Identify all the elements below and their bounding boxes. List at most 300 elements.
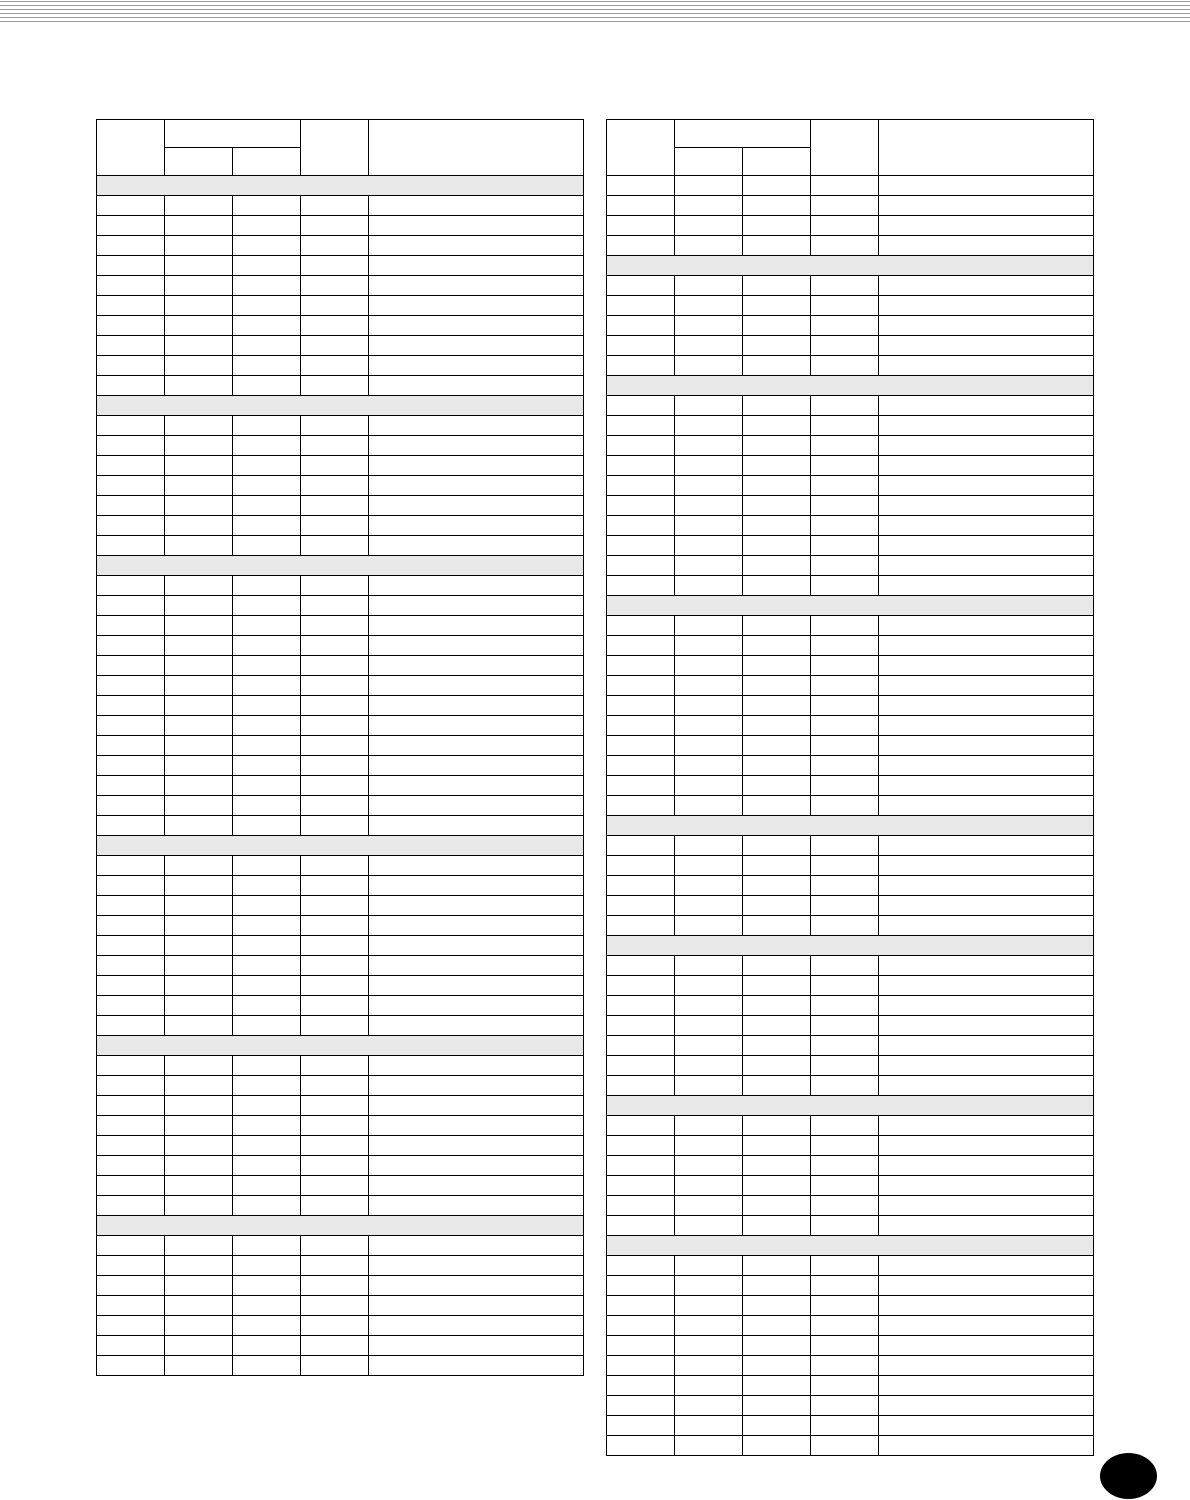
table-cell bbox=[811, 616, 879, 636]
table-cell bbox=[607, 276, 675, 296]
table-cell bbox=[97, 616, 165, 636]
table-cell bbox=[675, 976, 743, 996]
table-row bbox=[607, 1176, 1094, 1196]
table-cell bbox=[811, 536, 879, 556]
table-cell bbox=[811, 976, 879, 996]
table-cell bbox=[97, 516, 165, 536]
table-cell bbox=[301, 1156, 369, 1176]
table-cell bbox=[97, 1296, 165, 1316]
table-row bbox=[607, 1216, 1094, 1236]
header-cell bbox=[301, 120, 369, 176]
table-row bbox=[97, 796, 584, 816]
table-cell bbox=[97, 356, 165, 376]
table-cell bbox=[233, 1016, 301, 1036]
table-cell bbox=[165, 596, 233, 616]
table-cell bbox=[675, 876, 743, 896]
table-cell bbox=[369, 1176, 584, 1196]
table-cell bbox=[879, 316, 1094, 336]
table-cell bbox=[301, 296, 369, 316]
table-cell bbox=[879, 1296, 1094, 1316]
table-cell bbox=[879, 956, 1094, 976]
table-cell bbox=[811, 756, 879, 776]
table-row bbox=[97, 376, 584, 396]
table-row bbox=[97, 596, 584, 616]
table-cell bbox=[879, 656, 1094, 676]
table-cell bbox=[369, 196, 584, 216]
table-row bbox=[97, 496, 584, 516]
table-cell bbox=[165, 456, 233, 476]
table-cell bbox=[165, 856, 233, 876]
table-cell bbox=[165, 1116, 233, 1136]
table-row bbox=[607, 1196, 1094, 1216]
table-cell bbox=[301, 536, 369, 556]
table-cell bbox=[301, 1276, 369, 1296]
table-cell bbox=[233, 916, 301, 936]
table-cell bbox=[165, 776, 233, 796]
table-cell bbox=[811, 1056, 879, 1076]
table-row bbox=[97, 1236, 584, 1256]
table-cell bbox=[811, 456, 879, 476]
data-table-right bbox=[606, 119, 1094, 1456]
table-cell bbox=[675, 1296, 743, 1316]
table-cell bbox=[165, 476, 233, 496]
table-cell bbox=[233, 316, 301, 336]
table-cell bbox=[165, 1136, 233, 1156]
table-cell bbox=[743, 836, 811, 856]
table-cell bbox=[301, 656, 369, 676]
table-cell bbox=[301, 896, 369, 916]
table-cell bbox=[743, 1276, 811, 1296]
table-cell bbox=[165, 956, 233, 976]
table-cell bbox=[607, 696, 675, 716]
table-cell bbox=[165, 1056, 233, 1076]
table-cell bbox=[97, 496, 165, 516]
table-row bbox=[97, 736, 584, 756]
table-cell bbox=[879, 756, 1094, 776]
table-cell bbox=[301, 216, 369, 236]
table-row bbox=[97, 776, 584, 796]
table-cell bbox=[811, 556, 879, 576]
table-cell bbox=[301, 1076, 369, 1096]
table-cell bbox=[165, 256, 233, 276]
table-cell bbox=[879, 896, 1094, 916]
table-cell bbox=[811, 736, 879, 756]
table-row bbox=[97, 576, 584, 596]
table-row bbox=[607, 1156, 1094, 1176]
table-row bbox=[607, 476, 1094, 496]
table-cell bbox=[301, 676, 369, 696]
table-cell bbox=[743, 1436, 811, 1456]
table-cell bbox=[879, 1136, 1094, 1156]
table-cell bbox=[879, 696, 1094, 716]
table-row bbox=[607, 1316, 1094, 1336]
table-cell bbox=[301, 876, 369, 896]
subheader-cell bbox=[165, 148, 233, 176]
table-row bbox=[97, 256, 584, 276]
table-cell bbox=[675, 1176, 743, 1196]
table-cell bbox=[97, 936, 165, 956]
table-cell bbox=[301, 1316, 369, 1336]
table-cell bbox=[301, 696, 369, 716]
table-cell bbox=[233, 1316, 301, 1336]
header-cell bbox=[165, 120, 301, 148]
table-cell bbox=[879, 856, 1094, 876]
table-cell bbox=[607, 1176, 675, 1196]
table-cell bbox=[369, 936, 584, 956]
table-row bbox=[97, 816, 584, 836]
table-cell bbox=[743, 856, 811, 876]
header-cell bbox=[369, 120, 584, 176]
table-cell bbox=[97, 1016, 165, 1036]
table-cell bbox=[675, 756, 743, 776]
table-cell bbox=[369, 996, 584, 1016]
table-cell bbox=[165, 936, 233, 956]
table-cell bbox=[607, 676, 675, 696]
header-rule-line bbox=[0, 21, 1190, 22]
table-cell bbox=[675, 916, 743, 936]
table-cell bbox=[607, 976, 675, 996]
table-cell bbox=[811, 676, 879, 696]
table-cell bbox=[607, 996, 675, 1016]
table-cell bbox=[369, 216, 584, 236]
table-cell bbox=[743, 576, 811, 596]
table-cell bbox=[165, 796, 233, 816]
table-cell bbox=[811, 716, 879, 736]
table-cell bbox=[743, 1336, 811, 1356]
table-row bbox=[607, 636, 1094, 656]
table-row bbox=[97, 516, 584, 536]
table-cell bbox=[369, 436, 584, 456]
table-cell bbox=[301, 736, 369, 756]
table-cell bbox=[743, 456, 811, 476]
category-cell bbox=[97, 556, 584, 576]
table-cell bbox=[369, 1236, 584, 1256]
table-cell bbox=[743, 276, 811, 296]
table-cell bbox=[743, 356, 811, 376]
table-cell bbox=[97, 1136, 165, 1156]
table-cell bbox=[233, 436, 301, 456]
table-cell bbox=[607, 1016, 675, 1036]
table-cell bbox=[301, 516, 369, 536]
table-row bbox=[607, 1396, 1094, 1416]
table-cell bbox=[165, 416, 233, 436]
table-cell bbox=[743, 1356, 811, 1376]
table-cell bbox=[607, 1336, 675, 1356]
table-cell bbox=[743, 1056, 811, 1076]
table-cell bbox=[811, 176, 879, 196]
table-row bbox=[97, 1296, 584, 1316]
table-cell bbox=[165, 236, 233, 256]
table-cell bbox=[165, 336, 233, 356]
table-cell bbox=[743, 216, 811, 236]
table-row bbox=[97, 916, 584, 936]
table-cell bbox=[675, 556, 743, 576]
table-row bbox=[607, 1056, 1094, 1076]
table-cell bbox=[743, 656, 811, 676]
table-cell bbox=[165, 1256, 233, 1276]
table-cell bbox=[165, 1196, 233, 1216]
table-cell bbox=[743, 196, 811, 216]
table-row bbox=[97, 616, 584, 636]
table-cell bbox=[165, 196, 233, 216]
header-rule-line bbox=[0, 1, 1190, 2]
table-cell bbox=[369, 716, 584, 736]
table-cell bbox=[607, 1316, 675, 1336]
table-cell bbox=[369, 296, 584, 316]
table-cell bbox=[675, 776, 743, 796]
table-cell bbox=[811, 516, 879, 536]
table-cell bbox=[97, 776, 165, 796]
table-cell bbox=[97, 1236, 165, 1256]
table-cell bbox=[675, 1156, 743, 1176]
category-cell bbox=[97, 176, 584, 196]
table-cell bbox=[369, 256, 584, 276]
table-cell bbox=[879, 1436, 1094, 1456]
table-cell bbox=[97, 1356, 165, 1376]
table-cell bbox=[811, 916, 879, 936]
table-cell bbox=[233, 1156, 301, 1176]
table-cell bbox=[811, 836, 879, 856]
table-cell bbox=[743, 636, 811, 656]
table-cell bbox=[233, 456, 301, 476]
table-cell bbox=[165, 696, 233, 716]
table-cell bbox=[97, 996, 165, 1016]
table-cell bbox=[233, 696, 301, 716]
table-cell bbox=[675, 1396, 743, 1416]
table-cell bbox=[675, 1216, 743, 1236]
table-row bbox=[607, 996, 1094, 1016]
category-row bbox=[607, 256, 1094, 276]
table-cell bbox=[607, 1416, 675, 1436]
table-cell bbox=[369, 356, 584, 376]
table-row bbox=[607, 576, 1094, 596]
table-cell bbox=[233, 516, 301, 536]
table-cell bbox=[165, 816, 233, 836]
table-cell bbox=[97, 336, 165, 356]
table-cell bbox=[811, 656, 879, 676]
table-cell bbox=[675, 356, 743, 376]
table-cell bbox=[165, 1096, 233, 1116]
category-cell bbox=[607, 936, 1094, 956]
table-cell bbox=[811, 1416, 879, 1436]
table-cell bbox=[301, 816, 369, 836]
table-cell bbox=[743, 436, 811, 456]
table-cell bbox=[165, 376, 233, 396]
table-cell bbox=[811, 1076, 879, 1096]
table-cell bbox=[743, 396, 811, 416]
table-row bbox=[97, 1056, 584, 1076]
table-cell bbox=[165, 1316, 233, 1336]
table-cell bbox=[301, 936, 369, 956]
category-row bbox=[607, 816, 1094, 836]
table-row bbox=[97, 476, 584, 496]
table-cell bbox=[97, 236, 165, 256]
table-cell bbox=[607, 556, 675, 576]
table-cell bbox=[811, 1116, 879, 1136]
table-cell bbox=[607, 616, 675, 636]
table-cell bbox=[879, 876, 1094, 896]
table-cell bbox=[879, 1016, 1094, 1036]
table-cell bbox=[607, 496, 675, 516]
table-cell bbox=[369, 456, 584, 476]
table-cell bbox=[879, 916, 1094, 936]
table-row bbox=[607, 436, 1094, 456]
table-cell bbox=[675, 736, 743, 756]
table-cell bbox=[233, 1196, 301, 1216]
table-cell bbox=[675, 476, 743, 496]
table-cell bbox=[811, 996, 879, 1016]
table-cell bbox=[743, 996, 811, 1016]
table-cell bbox=[165, 436, 233, 456]
table-cell bbox=[233, 776, 301, 796]
table-cell bbox=[233, 976, 301, 996]
table-row bbox=[607, 1076, 1094, 1096]
table-cell bbox=[301, 636, 369, 656]
table-cell bbox=[301, 1336, 369, 1356]
table-cell bbox=[743, 236, 811, 256]
table-cell bbox=[675, 836, 743, 856]
table-cell bbox=[607, 756, 675, 776]
table-cell bbox=[607, 196, 675, 216]
table-cell bbox=[607, 1356, 675, 1376]
table-cell bbox=[743, 676, 811, 696]
table-cell bbox=[879, 1116, 1094, 1136]
table-cell bbox=[811, 1136, 879, 1156]
table-row bbox=[97, 1156, 584, 1176]
table-row bbox=[607, 716, 1094, 736]
table-cell bbox=[675, 896, 743, 916]
table-cell bbox=[301, 1096, 369, 1116]
table-cell bbox=[879, 1356, 1094, 1376]
table-cell bbox=[811, 1296, 879, 1316]
table-cell bbox=[811, 336, 879, 356]
table-cell bbox=[675, 1256, 743, 1276]
table-cell bbox=[301, 996, 369, 1016]
table-cell bbox=[233, 1356, 301, 1376]
table-row bbox=[607, 896, 1094, 916]
table-cell bbox=[607, 316, 675, 336]
table-cell bbox=[811, 776, 879, 796]
table-cell bbox=[233, 296, 301, 316]
table-row bbox=[97, 1316, 584, 1336]
table-cell bbox=[607, 836, 675, 856]
table-cell bbox=[301, 356, 369, 376]
table-cell bbox=[675, 536, 743, 556]
table-cell bbox=[675, 1356, 743, 1376]
table-cell bbox=[743, 1076, 811, 1096]
table-cell bbox=[165, 1236, 233, 1256]
category-cell bbox=[607, 816, 1094, 836]
table-cell bbox=[743, 176, 811, 196]
table-row bbox=[97, 976, 584, 996]
table-cell bbox=[165, 756, 233, 776]
table-cell bbox=[607, 736, 675, 756]
table-cell bbox=[233, 1176, 301, 1196]
table-cell bbox=[879, 1256, 1094, 1276]
table-cell bbox=[675, 956, 743, 976]
data-table-left bbox=[96, 119, 584, 1376]
table-cell bbox=[165, 676, 233, 696]
table-cell bbox=[369, 276, 584, 296]
table-cell bbox=[301, 336, 369, 356]
table-cell bbox=[165, 576, 233, 596]
table-cell bbox=[607, 436, 675, 456]
table-cell bbox=[165, 276, 233, 296]
table-cell bbox=[301, 456, 369, 476]
table-cell bbox=[233, 736, 301, 756]
table-cell bbox=[97, 736, 165, 756]
table-cell bbox=[369, 1276, 584, 1296]
table-cell bbox=[879, 1396, 1094, 1416]
table-cell bbox=[233, 376, 301, 396]
table-body-left bbox=[97, 120, 584, 1376]
table-cell bbox=[811, 1436, 879, 1456]
table-row bbox=[97, 1076, 584, 1096]
table-cell bbox=[811, 896, 879, 916]
table-cell bbox=[879, 836, 1094, 856]
table-cell bbox=[233, 256, 301, 276]
table-cell bbox=[233, 956, 301, 976]
table-cell bbox=[97, 876, 165, 896]
table-cell bbox=[675, 576, 743, 596]
table-cell bbox=[369, 1116, 584, 1136]
table-cell bbox=[879, 616, 1094, 636]
table-cell bbox=[607, 1276, 675, 1296]
table-cell bbox=[879, 476, 1094, 496]
table-cell bbox=[879, 1196, 1094, 1216]
table-cell bbox=[879, 496, 1094, 516]
category-row bbox=[97, 396, 584, 416]
table-cell bbox=[97, 1096, 165, 1116]
table-cell bbox=[743, 496, 811, 516]
table-row bbox=[607, 276, 1094, 296]
table-cell bbox=[743, 876, 811, 896]
table-cell bbox=[233, 676, 301, 696]
table-cell bbox=[369, 316, 584, 336]
table-cell bbox=[301, 1116, 369, 1136]
table-cell bbox=[743, 416, 811, 436]
table-cell bbox=[743, 1016, 811, 1036]
table-cell bbox=[743, 616, 811, 636]
table-cell bbox=[879, 1216, 1094, 1236]
table-cell bbox=[369, 496, 584, 516]
table-cell bbox=[165, 496, 233, 516]
table-cell bbox=[369, 856, 584, 876]
table-cell bbox=[743, 696, 811, 716]
table-cell bbox=[879, 676, 1094, 696]
table-cell bbox=[369, 896, 584, 916]
table-cell bbox=[301, 1256, 369, 1276]
table-cell bbox=[879, 636, 1094, 656]
table-row bbox=[607, 416, 1094, 436]
table-cell bbox=[165, 1016, 233, 1036]
table-cell bbox=[369, 576, 584, 596]
table-row bbox=[607, 556, 1094, 576]
table-row bbox=[607, 516, 1094, 536]
table-cell bbox=[743, 316, 811, 336]
header-cell bbox=[811, 120, 879, 176]
table-cell bbox=[301, 576, 369, 596]
table-cell bbox=[97, 1196, 165, 1216]
table-cell bbox=[743, 1416, 811, 1436]
table-cell bbox=[369, 1336, 584, 1356]
table-cell bbox=[369, 536, 584, 556]
table-cell bbox=[97, 756, 165, 776]
category-cell bbox=[97, 1216, 584, 1236]
table-cell bbox=[811, 956, 879, 976]
table-cell bbox=[97, 816, 165, 836]
table-row bbox=[607, 1376, 1094, 1396]
